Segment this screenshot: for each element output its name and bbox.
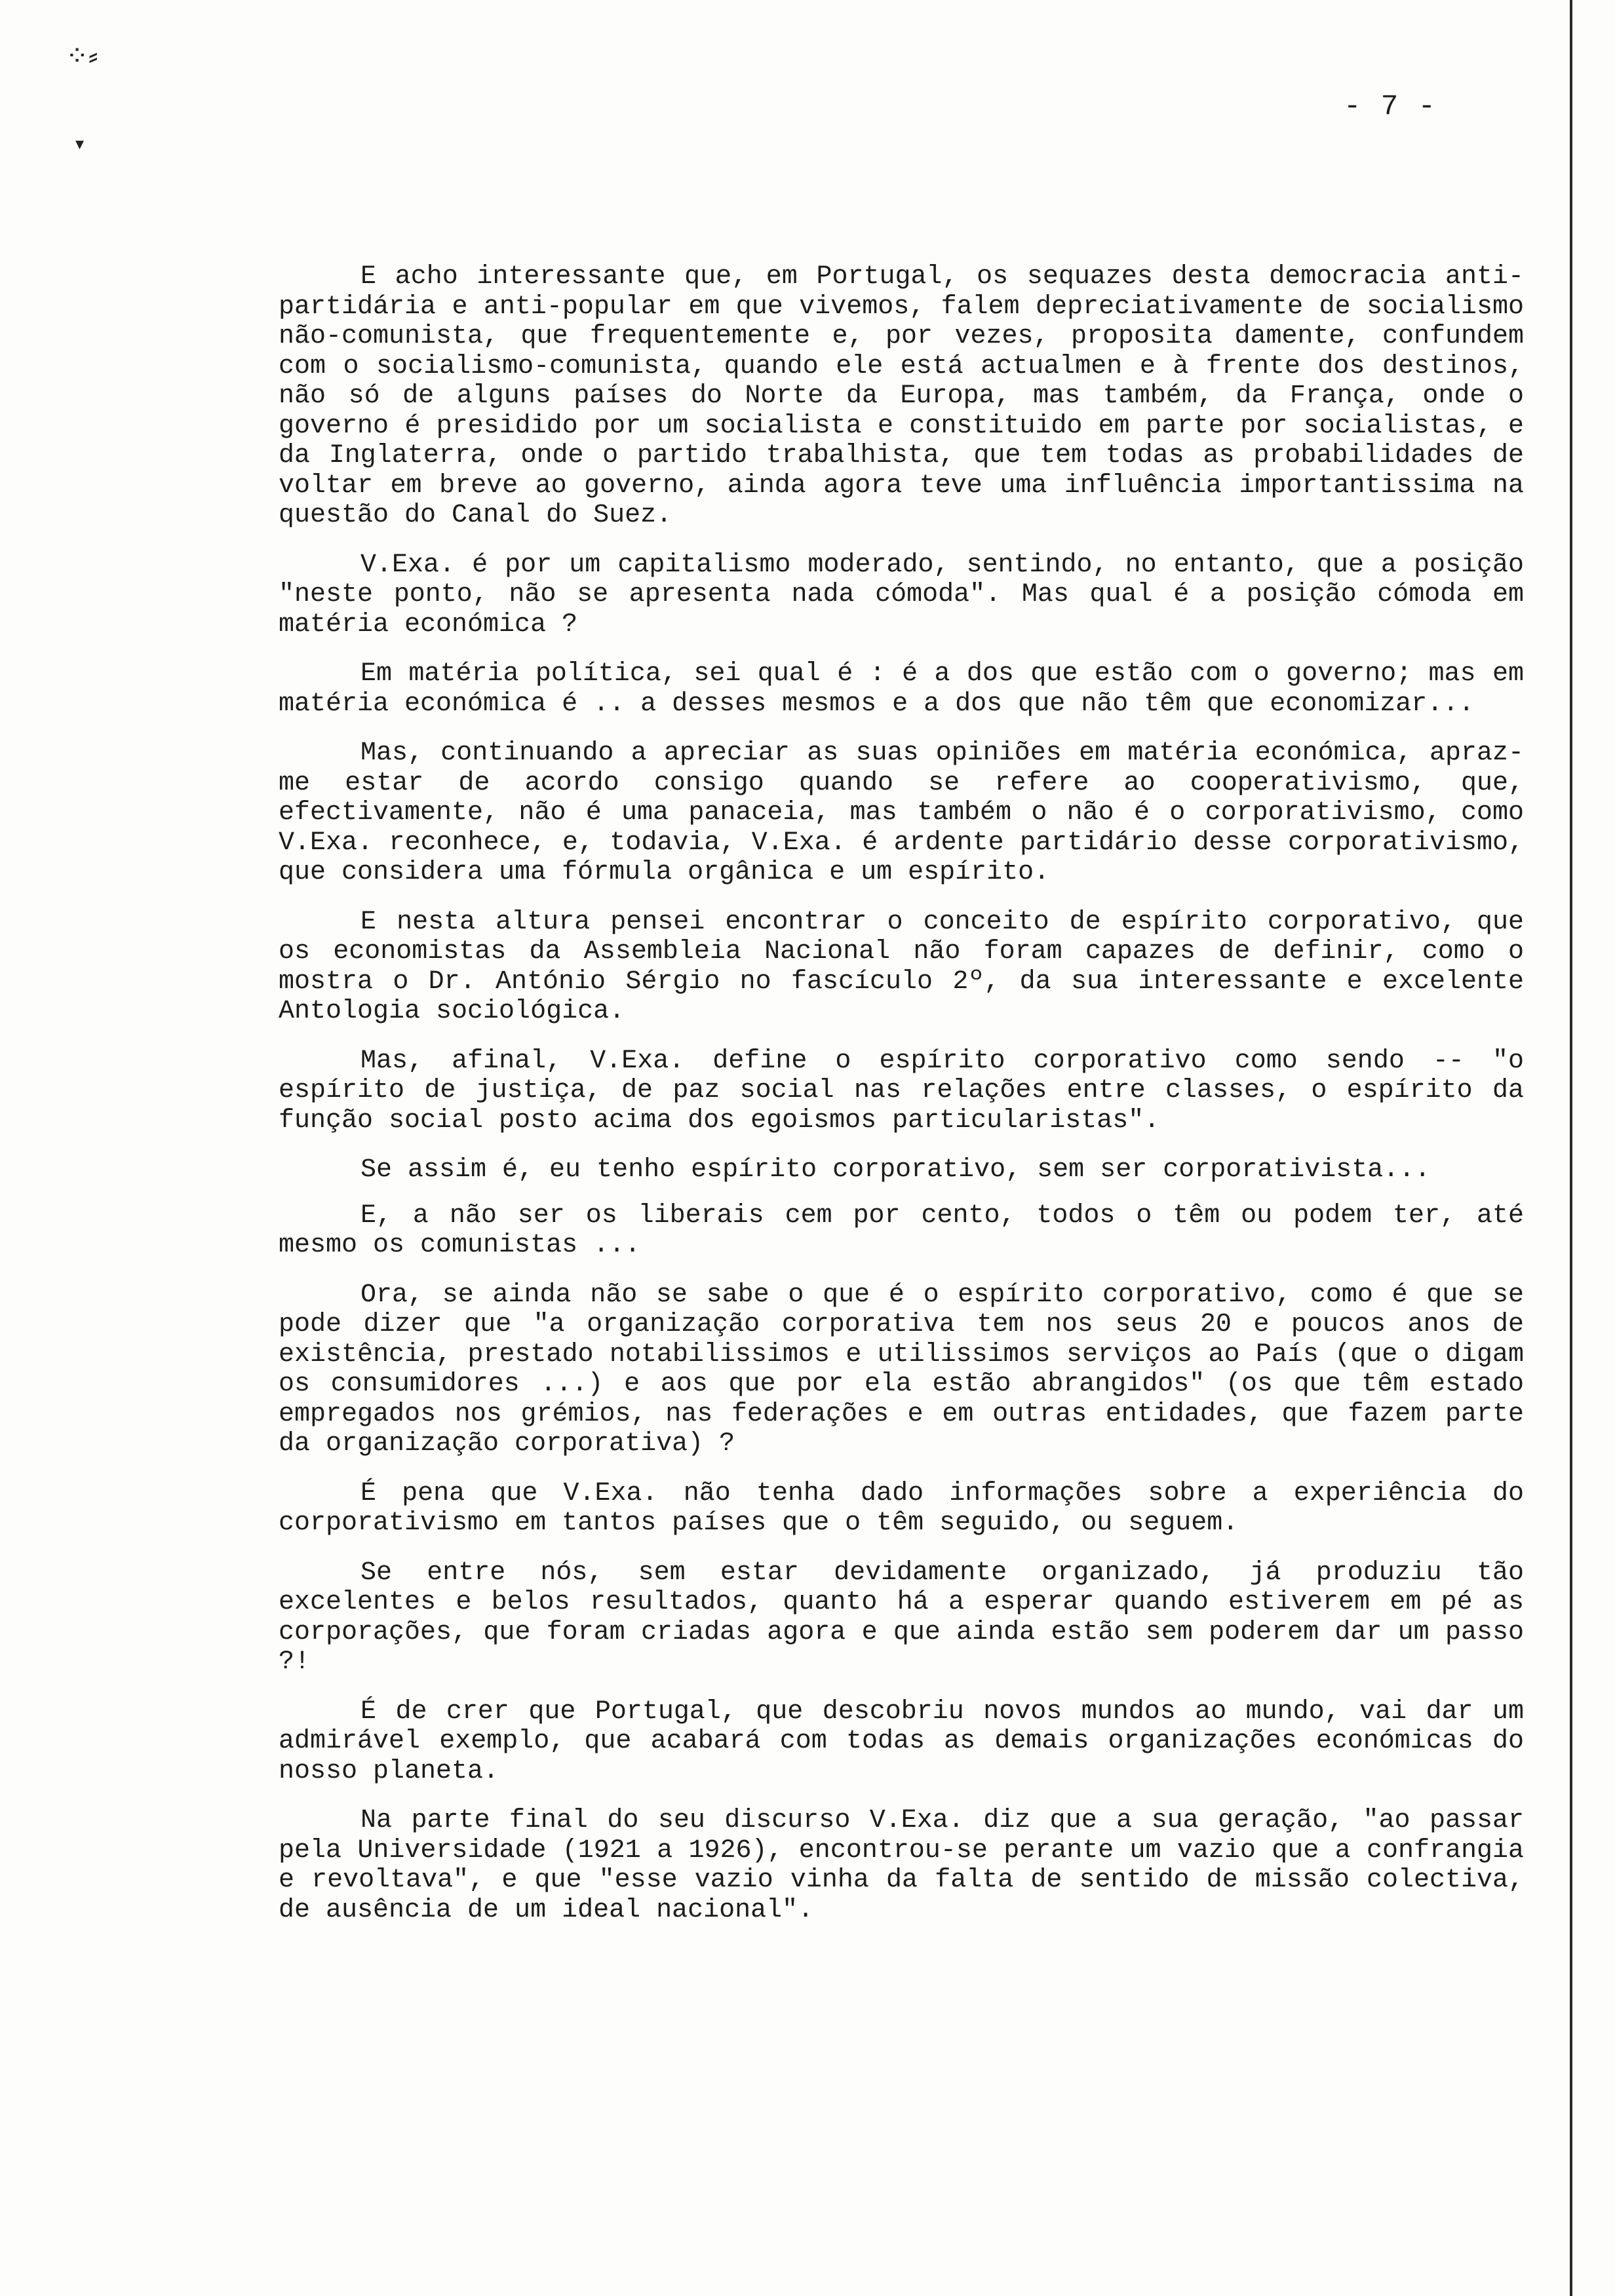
paragraph: Mas, afinal, V.Exa. define o espírito corporativo como sendo -- "o espírito de justiça, de paz social nas relações entre classes, o espírito da função social posto acima dos egoismos particularistas". [279, 1046, 1524, 1136]
paragraph: E, a não ser os liberais cem por cento, todos o têm ou podem ter, até mesmo os comunistas ... [279, 1200, 1524, 1260]
scan-edge-line [1570, 0, 1572, 2296]
letter-body [279, 262, 1524, 1945]
paragraph: Em matéria política, sei qual é : é a dos que estão com o governo; mas em matéria económica é .. a desses mesmos e a dos que não têm que economizar... [279, 659, 1524, 719]
paragraph: Se assim é, eu tenho espírito corporativo, sem ser corporativista... [360, 1155, 1431, 1185]
paragraph: É de crer que Portugal, que descobriu novos mundos ao mundo, vai dar um admirável exemplo, que acabará com todas as demais organizações económicas do nosso planeta. [279, 1696, 1524, 1786]
paragraph: Na parte final do seu discurso V.Exa. diz que a sua geração, "ao passar pela Universidade (1921 a 1926), encontrou-se perante um vazio que a confrangia e revoltava", e que "esse vazio vinha da falta de sentido de missão colectiva, de ausência de um ideal nacional". [279, 1806, 1524, 1925]
paragraph: E nesta altura pensei encontrar o conceito de espírito corporativo, que os economistas da Assembleia Nacional não foram capazes de definir, como o mostra o Dr. António Sérgio no fascículo 2º, da sua interessante e excelente Antologia sociológica. [279, 907, 1524, 1026]
paragraph: Se entre nós, sem estar devidamente organizado, já produziu tão excelentes e belos resultados, quanto há a esperar quando estiverem em pé as corporações, que foram criadas agora e que ainda estão sem poderem dar um passo ?! [279, 1558, 1524, 1677]
page-number: - 7 - [1344, 90, 1437, 123]
scan-dot: ▾ [75, 134, 85, 154]
paragraph: E acho interessante que, em Portugal, os sequazes desta democracia anti-partidária e anti-popular em que vivemos, falem depreciativamente de socialismo não-comunista, que frequentemente e, por vezes, proposita damente, confundem com o socialismo-comunista, quando ele está actualmen e à frente dos destinos, não só de alguns países do Norte da Europa, mas também, da França, onde o governo é presidido por um socialista e constituido em parte por socialistas, e da Inglaterra, onde o partido trabalhista, que tem todas as probabilidades de voltar em breve ao governo, ainda agora teve uma influência importantissima na questão do Canal do Suez. [279, 262, 1524, 530]
paragraph: Ora, se ainda não se sabe o que é o espírito corporativo, como é que se pode dizer que "a organização corporativa tem nos seus 20 e poucos anos de existência, prestado notabilissimos e utilissimos serviços ao País (que o digam os consumidores ...) e aos que por ela estão abrangidos" (os que têm estado empregados nos grémios, nas federações e em outras entidades, que fazem parte da organização corporativa) ? [279, 1280, 1524, 1459]
scan-specks: ⁘⸗ [66, 39, 98, 71]
paragraph: V.Exa. é por um capitalismo moderado, sentindo, no entanto, que a posição "neste ponto, não se apresenta nada cómoda". Mas qual é a posição cómoda em matéria económica ? [279, 550, 1524, 640]
paragraph: É pena que V.Exa. não tenha dado informações sobre a experiência do corporativismo em tantos países que o têm seguido, ou seguem. [279, 1478, 1524, 1538]
paragraph: Mas, continuando a apreciar as suas opiniões em matéria económica, apraz-me estar de acordo consigo quando se refere ao cooperativismo, que, efectivamente, não é uma panaceia, mas também o não é o corporativismo, como V.Exa. reconhece, e, todavia, V.Exa. é ardente partidário desse corporativismo, que considera uma fórmula orgânica e um espírito. [279, 738, 1524, 887]
